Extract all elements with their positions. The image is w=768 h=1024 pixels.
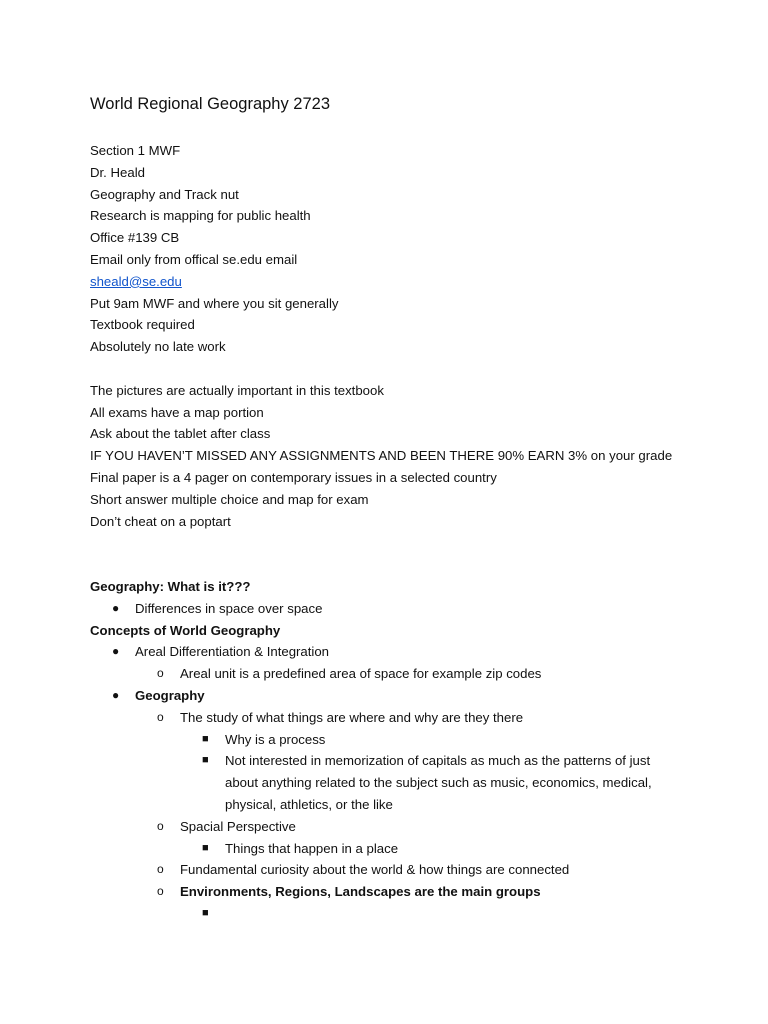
note-line: All exams have a map portion — [90, 404, 264, 420]
intro-line: Textbook required — [90, 317, 195, 333]
list-item — [90, 641, 730, 663]
circle-marker: o — [157, 709, 164, 724]
note-line: Ask about the tablet after class — [90, 426, 271, 442]
list-item-text: Geography — [135, 687, 205, 703]
list-item-text: Environments, Regions, Landscapes are the main groups — [180, 884, 541, 900]
list-item — [90, 903, 730, 925]
list-item-text: Spacial Perspective — [180, 818, 296, 834]
note-line: Final paper is a 4 pager on contemporary issues in a selected country — [90, 469, 497, 485]
section-heading: Concepts of World Geography — [90, 622, 281, 638]
note-line: Don’t cheat on a poptart — [90, 513, 231, 529]
spacer — [90, 358, 730, 380]
list-item — [90, 663, 730, 685]
list-item — [90, 598, 730, 620]
intro-line: Email only from offical se.edu email — [90, 251, 298, 267]
list-item-text: Things that happen in a place — [225, 840, 399, 856]
outline — [90, 576, 730, 925]
email-link[interactable]: sheald@se.edu — [90, 273, 182, 289]
note-line: IF YOU HAVEN’T MISSED ANY ASSIGNMENTS AND BEEN THERE 90% EARN 3% on your grade — [90, 448, 673, 464]
list-item-text: Areal unit is a predefined area of space for example zip codes — [180, 666, 542, 682]
spacer — [90, 554, 730, 576]
intro-line: Dr. Heald — [90, 164, 145, 180]
document-page — [90, 92, 730, 925]
circle-marker: o — [157, 666, 164, 681]
email-line — [90, 271, 730, 293]
list-item — [90, 707, 730, 729]
square-marker: ■ — [202, 754, 209, 767]
intro-line: Section 1 MWF — [90, 143, 181, 158]
list-item — [90, 859, 730, 881]
list-item-text: Why is a process — [225, 731, 326, 747]
document-title: World Regional Geography 2723 — [90, 95, 331, 113]
note-line: Short answer multiple choice and map for exam — [90, 491, 369, 507]
intro-block — [90, 140, 730, 358]
list-item — [90, 729, 730, 751]
list-item-text: Not interested in memorization of capitals as much as the patterns of just about anything related to the subject such as music, economics, medical, physical, athletics, or the like — [225, 753, 652, 812]
intro-line: Research is mapping for public health — [90, 208, 311, 224]
intro-line: Geography and Track nut — [90, 186, 239, 202]
square-marker: ■ — [202, 841, 209, 854]
list-item-text: Fundamental curiosity about the world & how things are connected — [180, 862, 570, 878]
circle-marker: o — [157, 862, 164, 877]
note-line: The pictures are actually important in this textbook — [90, 382, 384, 398]
list-item — [90, 685, 730, 707]
intro-line: Put 9am MWF and where you sit generally — [90, 295, 339, 311]
list-item — [90, 881, 730, 903]
list-item-text: Areal Differentiation & Integration — [135, 644, 330, 660]
spacer — [90, 532, 730, 554]
bullet-marker: ● — [112, 644, 120, 659]
circle-marker: o — [157, 884, 164, 899]
intro-line: Absolutely no late work — [90, 339, 226, 355]
list-item-text: The study of what things are where and why are they there — [180, 709, 524, 725]
circle-marker: o — [157, 818, 164, 833]
list-item-text — [225, 906, 229, 921]
list-item — [90, 816, 730, 838]
intro-line: Office #139 CB — [90, 230, 180, 246]
section-heading: Geography: What is it??? — [90, 578, 251, 594]
list-item — [90, 750, 730, 815]
bullet-marker: ● — [112, 600, 120, 615]
list-item-text: Differences in space over space — [135, 600, 323, 616]
list-item — [90, 838, 730, 860]
notes-block — [90, 380, 730, 533]
square-marker: ■ — [202, 906, 209, 919]
bullet-marker: ● — [112, 687, 120, 702]
square-marker: ■ — [202, 732, 209, 745]
